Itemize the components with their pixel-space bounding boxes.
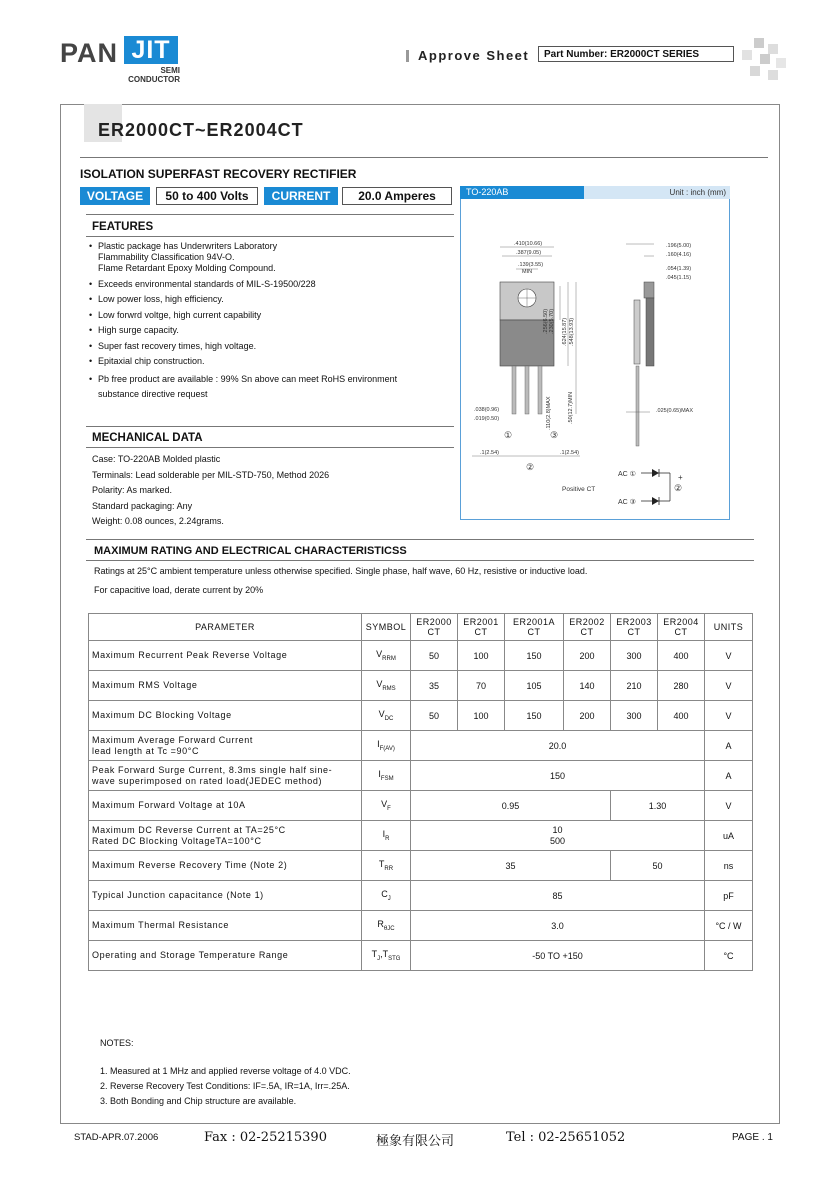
feature-text: Plastic package has Underwriters Laboratory [98, 241, 278, 251]
mech-line: Standard packaging: Any [92, 500, 193, 511]
sym: I [377, 739, 380, 750]
unit-cell: V [705, 791, 753, 821]
divider [86, 426, 454, 427]
col-name: ER2003 [616, 617, 652, 627]
value-cell: 0.95 [411, 791, 611, 821]
logo-sub-conductor: CONDUCTOR [128, 75, 180, 84]
value-cell: 70 [458, 671, 505, 701]
sym-sub: F(AV) [379, 745, 395, 752]
value-cell: 85 [411, 881, 705, 911]
page-title: ER2000CT~ER2004CT [98, 120, 304, 140]
table-row [89, 641, 753, 671]
pin-1: ① [504, 430, 513, 440]
footer-fax: Fax : 02-25215390 [204, 1130, 327, 1145]
sym: I [378, 769, 381, 780]
value-cell: 35 [411, 851, 611, 881]
value-cell: 280 [658, 671, 705, 701]
unit-cell: V [705, 701, 753, 731]
logo-pan: PAN [60, 38, 119, 68]
value-cell: 200 [564, 701, 611, 731]
list-item: • Exceeds environmental standards of MIL-S-19500/228 [98, 279, 445, 290]
value-cell: 20.0 [411, 731, 705, 761]
param-cell [89, 761, 362, 791]
notes-heading: NOTES: [100, 1038, 134, 1048]
symbol-cell [362, 821, 411, 851]
divider [80, 157, 768, 158]
package-title: TO-220AB [460, 186, 584, 199]
package-drawing [460, 200, 730, 518]
sym-sub: STG [388, 955, 401, 962]
divider [86, 539, 754, 540]
param-cell [89, 821, 362, 851]
dim-label: .1(2.54) [560, 450, 579, 456]
value-line: 10 [552, 824, 563, 835]
sym-sub: F [387, 805, 391, 812]
sym-sub: RMS [382, 685, 396, 692]
approve-bar [406, 50, 409, 62]
list-item: • Epitaxial chip construction. [98, 356, 445, 367]
dim-label: .410(10.66) [514, 241, 543, 247]
pin-2: ② [526, 462, 535, 472]
value-cell: 100 [458, 641, 505, 671]
dim-label: MIN [522, 269, 533, 275]
symbol-cell [362, 641, 411, 671]
param-line: lead length at Tc =90°C [92, 745, 200, 756]
value-cell: 3.0 [411, 911, 705, 941]
sym-sub: DC [384, 715, 394, 722]
table-row [89, 671, 753, 701]
value-cell: 300 [611, 641, 658, 671]
footer-stad: STAD-APR.07.2006 [74, 1132, 159, 1143]
package-unit: Unit : inch (mm) [584, 186, 730, 199]
sym-sub: RRM [382, 655, 396, 662]
mech-line: Weight: 0.08 ounces, 2.24grams. [92, 516, 224, 527]
value-cell: 50 [411, 701, 458, 731]
unit-cell: °C [705, 941, 753, 971]
voltage-label: VOLTAGE [80, 187, 150, 205]
feature-text: Pb free product are available : 99% Sn above can meet RoHS environment [98, 373, 398, 384]
dim-label: .110(2.8)MAX [546, 396, 552, 430]
table-row [89, 731, 753, 761]
table-row [89, 911, 753, 941]
sym-sub: R [385, 835, 390, 842]
dim-label: .1(2.54) [480, 450, 499, 456]
header-units: UNITS [705, 614, 753, 641]
dim-label: .160(4.16) [666, 252, 692, 258]
mech-line: Polarity: As marked. [92, 485, 173, 496]
param-cell: Maximum RMS Voltage [89, 671, 362, 701]
value-cell: 105 [505, 671, 564, 701]
unit-cell: uA [705, 821, 753, 851]
col-name: ER2002 [569, 617, 605, 627]
unit-cell: A [705, 761, 753, 791]
logo-subtitle [126, 66, 180, 84]
mechanical-heading: MECHANICAL DATA [92, 432, 203, 444]
sym-sub: FSM [380, 775, 394, 782]
note-line: 2. Reverse Recovery Test Conditions: IF=.5A, IR=1A, Irr=.25A. [100, 1081, 350, 1091]
table-row [89, 941, 753, 971]
sym-sub: J [377, 955, 381, 962]
ratings-heading: MAXIMUM RATING AND ELECTRICAL CHARACTERISTICSS [94, 545, 407, 557]
table-row [89, 881, 753, 911]
col-suffix: CT [674, 627, 688, 637]
dim-label: .054(1.39) [666, 266, 692, 272]
note-line: 1. Measured at 1 MHz and applied reverse voltage of 4.0 VDC. [100, 1066, 351, 1076]
symbol-cell [362, 671, 411, 701]
value-cell: 50 [411, 641, 458, 671]
footer-company: 極象有限公司 [376, 1134, 455, 1149]
feature-text: Flammability Classification 94V-O. [98, 252, 235, 262]
ratings-note-2: For capacitive load, derate current by 20% [94, 585, 264, 595]
value-cell: 50 [611, 851, 705, 881]
logo-sub-semi: SEMI [160, 66, 180, 75]
col-name: ER2001A [512, 617, 556, 627]
param-cell: Operating and Storage Temperature Range [89, 941, 362, 971]
note-line: 3. Both Bonding and Chip structure are available. [100, 1096, 297, 1106]
table-row [89, 851, 753, 881]
value-cell: 1.30 [611, 791, 705, 821]
symbol-cell [362, 851, 411, 881]
dim-label: .025(0.65)MAX [656, 408, 693, 414]
value-cell: 35 [411, 671, 458, 701]
list-item [98, 372, 445, 402]
table-row [89, 614, 753, 641]
mech-line: Terminals: Lead solderable per MIL-STD-750, Method 2026 [92, 469, 330, 480]
col-suffix: CT [527, 627, 541, 637]
unit-cell: ns [705, 851, 753, 881]
header-col [564, 614, 611, 641]
current-value: 20.0 Amperes [342, 187, 452, 205]
features-list [90, 241, 445, 406]
sym: R [377, 919, 384, 930]
table-row [89, 761, 753, 791]
divider [86, 560, 754, 561]
value-cell: 210 [611, 671, 658, 701]
divider [86, 447, 454, 448]
col-suffix: CT [474, 627, 488, 637]
dim-label: .139(3.55) [518, 262, 544, 268]
symbol-cell [362, 731, 411, 761]
divider [86, 214, 454, 215]
unit-cell: V [705, 641, 753, 671]
dim-label: .045(1.15) [666, 275, 692, 281]
symbol-cell [362, 791, 411, 821]
value-cell: 150 [505, 641, 564, 671]
col-name: ER2004 [663, 617, 699, 627]
dim-label: .256(6.50) [543, 308, 549, 334]
dim-label: .196(5.00) [666, 243, 692, 249]
part-number-box: Part Number: ER2000CT SERIES [538, 46, 734, 62]
sym-sub: RR [384, 865, 394, 872]
current-label: CURRENT [264, 187, 338, 205]
header-col [611, 614, 658, 641]
value-cell: 100 [458, 701, 505, 731]
value-cell: 400 [658, 701, 705, 731]
footer-page: PAGE . 1 [732, 1132, 773, 1143]
value-cell: 400 [658, 641, 705, 671]
dim-label: .387(9.05) [516, 250, 542, 256]
value-cell: 300 [611, 701, 658, 731]
sym: ,T [380, 949, 389, 960]
unit-cell: V [705, 671, 753, 701]
col-name: ER2000 [416, 617, 452, 627]
notes [100, 1036, 351, 1109]
unit-cell: °C / W [705, 911, 753, 941]
circuit-ac3: AC ③ [618, 499, 636, 506]
value-cell: -50 TO +150 [411, 941, 705, 971]
col-name: ER2001 [463, 617, 499, 627]
sym-sub: θJC [383, 925, 395, 932]
value-cell: 140 [564, 671, 611, 701]
header-parameter: PARAMETER [89, 614, 362, 641]
list-item [98, 241, 445, 274]
symbol-cell [362, 911, 411, 941]
pin-3: ③ [550, 430, 559, 440]
sym: T [378, 859, 385, 870]
circuit-plus: + [678, 473, 683, 482]
param-line: Rated DC Blocking VoltageTA=100°C [92, 835, 262, 846]
param-cell: Maximum Thermal Resistance [89, 911, 362, 941]
param-cell: Maximum Reverse Recovery Time (Note 2) [89, 851, 362, 881]
param-line: Peak Forward Surge Current, 8.3ms single half sine- [92, 764, 333, 775]
sym: I [382, 829, 386, 840]
circuit-ac1: AC ① [618, 471, 636, 478]
param-cell: Maximum Recurrent Peak Reverse Voltage [89, 641, 362, 671]
header-col [458, 614, 505, 641]
logo-jit: JIT [124, 36, 178, 64]
characteristics-table [88, 613, 753, 971]
param-cell: Typical Junction capacitance (Note 1) [89, 881, 362, 911]
dim-label: .50(12.7)MIN [568, 391, 574, 424]
dim-label: .230(5.70) [549, 308, 555, 334]
unit-cell: A [705, 731, 753, 761]
feature-text: substance directive request [98, 388, 208, 399]
param-line: Maximum DC Reverse Current at TA=25°C [92, 824, 286, 835]
symbol-cell [362, 881, 411, 911]
dim-label: .019(0.50) [474, 416, 500, 422]
header-col [658, 614, 705, 641]
feature-text: Flame Retardant Epoxy Molding Compound. [98, 263, 276, 273]
voltage-value: 50 to 400 Volts [156, 187, 258, 205]
symbol-cell [362, 701, 411, 731]
table-row [89, 701, 753, 731]
footer-tel: Tel : 02-25651052 [506, 1130, 626, 1145]
approve-sheet-label: Approve Sheet [418, 48, 530, 63]
sym: T [371, 949, 378, 960]
list-item: • Super fast recovery times, high voltage. [98, 341, 445, 352]
sym: V [376, 679, 383, 690]
unit-cell: pF [705, 881, 753, 911]
symbol-cell [362, 941, 411, 971]
decorative-squares [740, 38, 788, 82]
param-line: wave superimposed on rated load(JEDEC method) [92, 775, 323, 786]
col-suffix: CT [580, 627, 594, 637]
param-line: Maximum Average Forward Current [92, 734, 253, 745]
sym-sub: J [387, 895, 391, 902]
subtitle: ISOLATION SUPERFAST RECOVERY RECTIFIER [80, 167, 357, 181]
param-cell: Maximum DC Blocking Voltage [89, 701, 362, 731]
value-cell: 150 [411, 761, 705, 791]
param-cell [89, 731, 362, 761]
value-cell [411, 821, 705, 851]
sym: V [376, 649, 383, 660]
header-col [505, 614, 564, 641]
sym: C [381, 889, 388, 900]
ratings-note-1: Ratings at 25°C ambient temperature unless otherwise specified. Single phase, half wave, 60 Hz, resistive or inductive load. [94, 566, 588, 576]
circuit-caption: Positive CT [562, 486, 596, 493]
header-col [411, 614, 458, 641]
dim-label: .038(0.96) [474, 407, 500, 413]
list-item: • Low power loss, high efficiency. [98, 294, 445, 305]
dim-label: .548(13.93) [569, 317, 575, 346]
sym: V [381, 799, 388, 810]
col-suffix: CT [627, 627, 641, 637]
value-cell: 150 [505, 701, 564, 731]
value-cell: 200 [564, 641, 611, 671]
header-symbol: SYMBOL [362, 614, 411, 641]
list-item: • High surge capacity. [98, 325, 445, 336]
table-row [89, 791, 753, 821]
table-row [89, 821, 753, 851]
list-item: • Low forwrd voltge, high current capability [98, 310, 445, 321]
col-suffix: CT [427, 627, 441, 637]
dim-label: .624(15.87) [562, 317, 568, 346]
circuit-pin2: ② [674, 483, 683, 493]
mechanical-data [92, 452, 329, 530]
param-cell: Maximum Forward Voltage at 10A [89, 791, 362, 821]
features-heading: FEATURES [92, 221, 154, 233]
value-line: 500 [549, 835, 566, 846]
sym: V [378, 709, 385, 720]
divider [86, 236, 454, 237]
symbol-cell [362, 761, 411, 791]
mech-line: Case: TO-220AB Molded plastic [92, 454, 221, 464]
